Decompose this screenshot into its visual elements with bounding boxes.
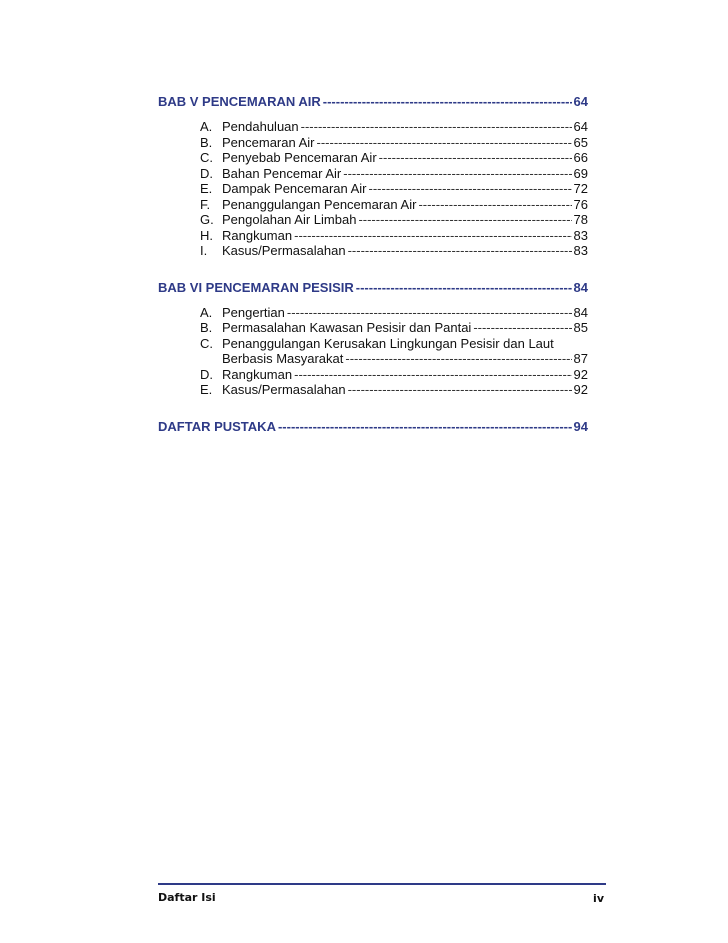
item-letter: D. [200, 366, 213, 382]
dot-leader [418, 197, 571, 213]
item-letter: A. [200, 119, 213, 134]
item-title: Penanggulangan Pencemaran Air [222, 196, 417, 212]
item-title: Kasus/Permasalahan [222, 243, 346, 258]
table-of-contents [158, 93, 588, 436]
toc-item[interactable] [158, 382, 588, 398]
item-title: Penyebab Pencemaran Air [222, 150, 377, 165]
item-letter: C. [200, 150, 213, 165]
chapter-page-number: 94 [573, 418, 588, 434]
dot-leader [343, 166, 571, 182]
item-page-number: 92 [573, 382, 588, 397]
item-letter: D. [200, 165, 213, 181]
item-title-continuation: Berbasis Masyarakat [222, 351, 344, 366]
item-title: Permasalahan Kawasan Pesisir dan Pantai [222, 320, 472, 335]
toc-item[interactable] [158, 320, 588, 336]
dot-leader [379, 150, 572, 166]
dot-leader [345, 351, 571, 367]
item-title: Penanggulangan Kerusakan Lingkungan Pesisir dan Laut [222, 335, 554, 351]
dot-leader [348, 243, 572, 259]
item-page-number: 72 [573, 181, 588, 196]
toc-item[interactable] [158, 212, 588, 228]
toc-item[interactable] [158, 181, 588, 197]
item-title: Kasus/Permasalahan [222, 382, 346, 397]
item-letter: E. [200, 382, 213, 397]
toc-item[interactable] [158, 336, 588, 352]
dot-leader [317, 135, 572, 151]
item-letter: B. [200, 134, 213, 150]
item-title: Pengolahan Air Limbah [222, 212, 357, 227]
chapter-title: DAFTAR PUSTAKA [158, 418, 276, 434]
item-page-number: 64 [573, 119, 588, 134]
dot-leader [287, 305, 572, 321]
item-page-number: 78 [573, 212, 588, 227]
item-letter: H. [200, 227, 213, 243]
item-title: Rangkuman [222, 227, 293, 243]
dot-leader [369, 181, 572, 197]
toc-chapter-heading[interactable] [158, 418, 588, 436]
dot-leader [473, 320, 571, 336]
dot-leader [294, 367, 571, 383]
toc-item[interactable] [158, 367, 588, 383]
item-letter: C. [200, 335, 213, 351]
item-page-number: 84 [573, 304, 588, 320]
item-title: Rangkuman [222, 366, 293, 382]
item-page-number: 92 [573, 366, 588, 382]
item-title: Dampak Pencemaran Air [222, 181, 367, 196]
toc-item[interactable] [158, 243, 588, 259]
chapter-page-number: 64 [573, 94, 588, 109]
toc-item-continuation[interactable] [158, 351, 588, 367]
footer-divider [158, 883, 606, 885]
dot-leader [358, 212, 571, 228]
dot-leader [348, 382, 572, 398]
item-page-number: 87 [573, 351, 588, 366]
item-letter: E. [200, 181, 213, 196]
item-page-number: 69 [573, 165, 588, 181]
toc-item[interactable] [158, 119, 588, 135]
item-page-number: 65 [573, 134, 588, 150]
item-title: Pendahuluan [222, 119, 299, 134]
toc-chapter-heading[interactable] [158, 93, 588, 111]
dot-leader [356, 279, 572, 297]
item-letter: I. [200, 243, 208, 258]
toc-item[interactable] [158, 150, 588, 166]
item-letter: B. [200, 320, 213, 335]
footer-section-label: Daftar Isi [158, 891, 216, 904]
toc-item[interactable] [158, 305, 588, 321]
chapter-page-number: 84 [573, 279, 588, 295]
item-letter: G. [200, 212, 214, 227]
item-page-number: 83 [573, 243, 588, 258]
chapter-title: BAB VI PENCEMARAN PESISIR [158, 279, 354, 295]
item-page-number: 85 [573, 320, 588, 335]
item-page-number: 76 [573, 196, 588, 212]
dot-leader [301, 119, 572, 135]
toc-item-list [158, 119, 588, 259]
item-title: Pencemaran Air [222, 134, 315, 150]
toc-item[interactable] [158, 135, 588, 151]
item-letter: F. [200, 196, 211, 212]
dot-leader [278, 418, 572, 436]
item-page-number: 83 [573, 227, 588, 243]
dot-leader [323, 93, 572, 111]
toc-item-list [158, 305, 588, 398]
toc-item[interactable] [158, 166, 588, 182]
item-title: Bahan Pencemar Air [222, 165, 342, 181]
chapter-title: BAB V PENCEMARAN AIR [158, 94, 321, 109]
dot-leader [294, 228, 571, 244]
toc-chapter-heading[interactable] [158, 279, 588, 297]
toc-item[interactable] [158, 197, 588, 213]
item-page-number: 66 [573, 150, 588, 165]
item-letter: A. [200, 304, 213, 320]
toc-item[interactable] [158, 228, 588, 244]
item-title: Pengertian [222, 304, 285, 320]
footer-page-number: iv [593, 892, 604, 905]
